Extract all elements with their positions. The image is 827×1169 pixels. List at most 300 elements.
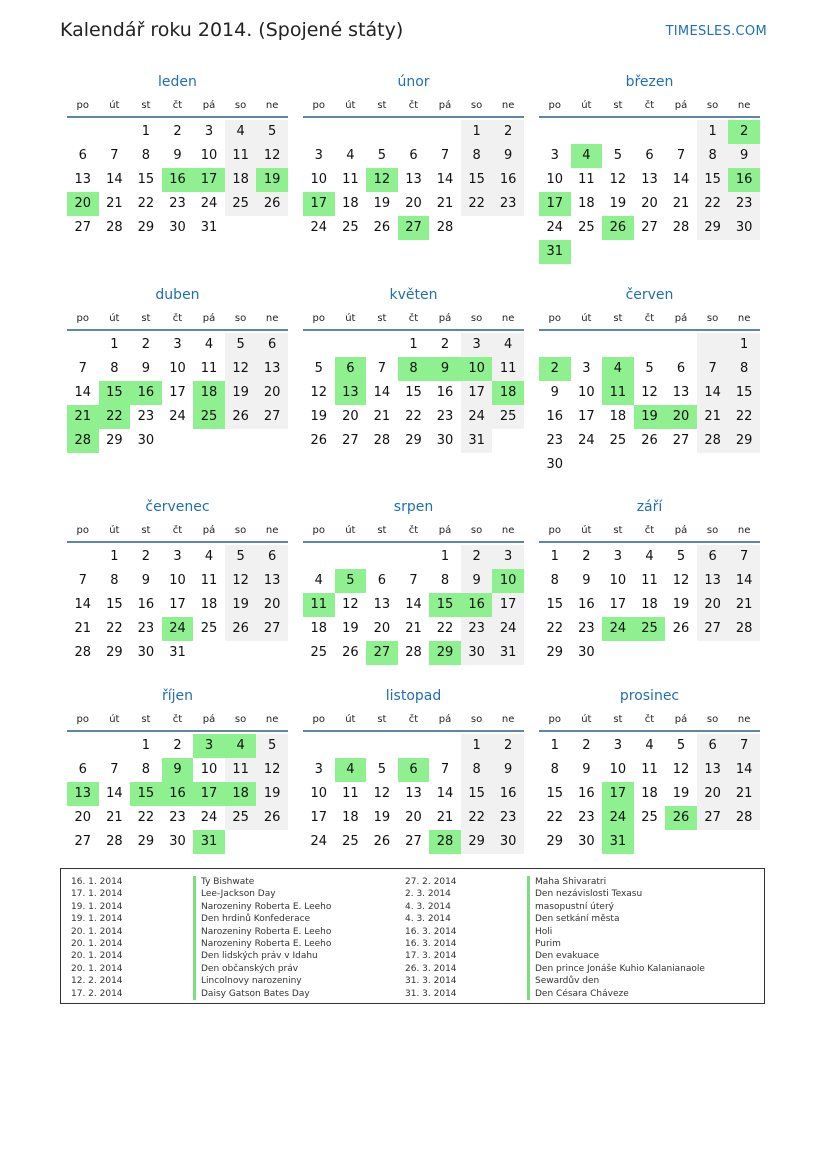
day-cell[interactable]: 3 <box>173 549 182 564</box>
day-cell[interactable]: 25 <box>200 621 218 636</box>
day-cell[interactable]: 22 <box>137 196 155 211</box>
day-cell[interactable]: 19 <box>225 593 257 617</box>
day-cell[interactable]: 6 <box>256 333 288 357</box>
day-cell[interactable]: 14 <box>106 172 123 187</box>
day-cell[interactable]: 26 <box>256 192 288 216</box>
day-cell[interactable]: 10 <box>546 172 564 187</box>
day-cell[interactable]: 28 <box>728 806 760 830</box>
day-cell-holiday[interactable]: 6 <box>398 758 430 782</box>
day-cell[interactable]: 22 <box>546 621 564 636</box>
day-cell[interactable]: 28 <box>106 220 123 235</box>
day-cell[interactable]: 2 <box>492 734 524 758</box>
day-cell[interactable]: 7 <box>110 148 119 163</box>
day-cell[interactable]: 30 <box>461 641 493 665</box>
day-cell[interactable]: 18 <box>609 409 627 424</box>
day-cell[interactable]: 15 <box>461 168 493 192</box>
day-cell[interactable]: 26 <box>256 806 288 830</box>
day-cell[interactable]: 28 <box>436 220 454 235</box>
day-cell[interactable]: 4 <box>204 337 214 352</box>
day-cell-holiday[interactable]: 28 <box>429 830 461 854</box>
day-cell[interactable]: 9 <box>173 148 182 163</box>
day-cell[interactable]: 21 <box>373 409 391 424</box>
day-cell[interactable]: 22 <box>546 810 564 825</box>
day-cell[interactable]: 17 <box>169 597 186 612</box>
day-cell[interactable]: 10 <box>200 148 218 163</box>
day-cell-holiday[interactable]: 16 <box>162 168 194 192</box>
day-cell[interactable]: 8 <box>110 573 119 588</box>
day-cell[interactable]: 5 <box>377 762 387 777</box>
day-cell[interactable]: 1 <box>440 549 450 564</box>
day-cell[interactable]: 2 <box>492 120 524 144</box>
day-cell[interactable]: 24 <box>169 409 186 424</box>
day-cell[interactable]: 4 <box>492 333 524 357</box>
day-cell[interactable]: 2 <box>173 124 182 139</box>
day-cell[interactable]: 21 <box>436 196 454 211</box>
day-cell[interactable]: 12 <box>225 357 257 381</box>
day-cell[interactable]: 27 <box>641 220 658 235</box>
day-cell[interactable]: 3 <box>582 361 591 376</box>
day-cell[interactable]: 14 <box>106 786 123 801</box>
day-cell[interactable]: 27 <box>256 405 288 429</box>
day-cell[interactable]: 22 <box>461 192 493 216</box>
day-cell[interactable]: 28 <box>697 429 729 453</box>
day-cell[interactable]: 23 <box>492 192 524 216</box>
day-cell[interactable]: 10 <box>609 762 627 777</box>
day-cell-holiday[interactable]: 26 <box>665 806 697 830</box>
day-cell[interactable]: 16 <box>546 409 564 424</box>
day-cell[interactable]: 26 <box>672 621 690 636</box>
day-cell[interactable]: 5 <box>256 734 288 758</box>
day-cell[interactable]: 25 <box>342 834 359 849</box>
day-cell[interactable]: 13 <box>641 172 658 187</box>
day-cell[interactable]: 29 <box>137 834 155 849</box>
day-cell[interactable]: 18 <box>225 168 257 192</box>
day-cell[interactable]: 23 <box>578 621 595 636</box>
day-cell[interactable]: 24 <box>546 220 564 235</box>
day-cell-holiday[interactable]: 28 <box>67 429 99 453</box>
day-cell[interactable]: 28 <box>106 834 123 849</box>
day-cell[interactable]: 8 <box>141 148 151 163</box>
day-cell-holiday[interactable]: 15 <box>130 782 162 806</box>
day-cell[interactable]: 5 <box>676 738 686 753</box>
day-cell[interactable]: 21 <box>728 782 760 806</box>
day-cell[interactable]: 7 <box>78 361 87 376</box>
day-cell[interactable]: 21 <box>106 196 123 211</box>
day-cell[interactable]: 14 <box>373 385 391 400</box>
day-cell[interactable]: 8 <box>461 144 493 168</box>
day-cell[interactable]: 25 <box>492 405 524 429</box>
day-cell[interactable]: 25 <box>342 220 359 235</box>
day-cell[interactable]: 8 <box>141 762 151 777</box>
day-cell[interactable]: 14 <box>74 385 92 400</box>
day-cell-holiday[interactable]: 29 <box>429 641 461 665</box>
day-cell[interactable]: 1 <box>141 124 151 139</box>
day-cell[interactable]: 24 <box>310 834 328 849</box>
day-cell[interactable]: 19 <box>225 381 257 405</box>
day-cell[interactable]: 23 <box>492 806 524 830</box>
day-cell[interactable]: 12 <box>256 144 288 168</box>
day-cell[interactable]: 3 <box>492 545 524 569</box>
day-cell[interactable]: 19 <box>310 409 328 424</box>
day-cell[interactable]: 3 <box>613 738 623 753</box>
day-cell[interactable]: 8 <box>440 573 450 588</box>
day-cell[interactable]: 14 <box>728 569 760 593</box>
day-cell[interactable]: 1 <box>461 120 493 144</box>
day-cell[interactable]: 26 <box>225 405 257 429</box>
day-cell-holiday[interactable]: 6 <box>335 357 367 381</box>
day-cell[interactable]: 7 <box>728 734 760 758</box>
day-cell[interactable]: 23 <box>546 433 564 448</box>
day-cell[interactable]: 15 <box>405 385 422 400</box>
day-cell-holiday[interactable]: 18 <box>193 381 225 405</box>
day-cell[interactable]: 21 <box>672 196 690 211</box>
day-cell[interactable]: 4 <box>204 549 214 564</box>
day-cell[interactable]: 11 <box>342 172 359 187</box>
day-cell-holiday[interactable]: 22 <box>99 405 131 429</box>
day-cell[interactable]: 21 <box>436 810 454 825</box>
day-cell-holiday[interactable]: 5 <box>335 569 367 593</box>
day-cell[interactable]: 20 <box>256 381 288 405</box>
day-cell[interactable]: 24 <box>200 810 218 825</box>
day-cell-holiday[interactable]: 9 <box>162 758 194 782</box>
day-cell-holiday[interactable]: 17 <box>602 782 634 806</box>
day-cell[interactable]: 6 <box>78 148 87 163</box>
day-cell[interactable]: 22 <box>436 621 454 636</box>
day-cell[interactable]: 29 <box>728 429 760 453</box>
day-cell[interactable]: 1 <box>110 549 119 564</box>
day-cell[interactable]: 15 <box>546 597 564 612</box>
day-cell[interactable]: 29 <box>697 216 729 240</box>
day-cell[interactable]: 16 <box>436 385 454 400</box>
day-cell[interactable]: 17 <box>310 810 328 825</box>
day-cell[interactable]: 18 <box>342 810 359 825</box>
day-cell[interactable]: 29 <box>137 220 155 235</box>
day-cell-holiday[interactable]: 8 <box>398 357 430 381</box>
day-cell[interactable]: 28 <box>74 645 92 660</box>
day-cell-holiday[interactable]: 10 <box>492 569 524 593</box>
day-cell-holiday[interactable]: 15 <box>99 381 131 405</box>
day-cell[interactable]: 13 <box>405 786 422 801</box>
day-cell[interactable]: 5 <box>314 361 323 376</box>
day-cell[interactable]: 22 <box>728 405 760 429</box>
day-cell[interactable]: 13 <box>256 569 288 593</box>
day-cell[interactable]: 15 <box>137 172 155 187</box>
day-cell[interactable]: 6 <box>697 734 729 758</box>
day-cell[interactable]: 6 <box>645 148 654 163</box>
day-cell[interactable]: 14 <box>672 172 690 187</box>
day-cell[interactable]: 1 <box>728 333 760 357</box>
day-cell[interactable]: 27 <box>342 433 359 448</box>
day-cell[interactable]: 27 <box>697 617 729 641</box>
day-cell-holiday[interactable]: 26 <box>602 216 634 240</box>
day-cell[interactable]: 30 <box>436 433 454 448</box>
day-cell[interactable]: 21 <box>106 810 123 825</box>
day-cell[interactable]: 29 <box>461 830 493 854</box>
day-cell[interactable]: 2 <box>582 738 591 753</box>
day-cell[interactable]: 15 <box>461 782 493 806</box>
day-cell-holiday[interactable]: 17 <box>539 192 571 216</box>
day-cell-holiday[interactable]: 13 <box>335 381 367 405</box>
day-cell[interactable]: 24 <box>578 433 595 448</box>
day-cell[interactable]: 9 <box>141 361 151 376</box>
day-cell[interactable]: 25 <box>609 433 627 448</box>
day-cell[interactable]: 10 <box>310 786 328 801</box>
day-cell[interactable]: 9 <box>141 573 151 588</box>
day-cell[interactable]: 3 <box>173 337 182 352</box>
day-cell[interactable]: 14 <box>74 597 92 612</box>
day-cell[interactable]: 18 <box>200 597 218 612</box>
day-cell[interactable]: 20 <box>697 593 729 617</box>
day-cell-holiday[interactable]: 19 <box>256 168 288 192</box>
day-cell[interactable]: 6 <box>256 545 288 569</box>
day-cell[interactable]: 8 <box>697 144 729 168</box>
day-cell[interactable]: 4 <box>314 573 323 588</box>
day-cell[interactable]: 30 <box>546 457 564 472</box>
day-cell[interactable]: 3 <box>613 549 623 564</box>
day-cell[interactable]: 12 <box>609 172 627 187</box>
day-cell[interactable]: 7 <box>676 148 686 163</box>
day-cell-holiday[interactable]: 27 <box>366 641 398 665</box>
day-cell[interactable]: 2 <box>141 549 151 564</box>
day-cell[interactable]: 26 <box>342 645 359 660</box>
day-cell-holiday[interactable]: 10 <box>461 357 493 381</box>
day-cell[interactable]: 17 <box>492 593 524 617</box>
day-cell[interactable]: 1 <box>697 120 729 144</box>
day-cell[interactable]: 22 <box>106 621 123 636</box>
day-cell[interactable]: 20 <box>405 810 422 825</box>
day-cell[interactable]: 23 <box>137 409 155 424</box>
day-cell-holiday[interactable]: 17 <box>303 192 335 216</box>
day-cell[interactable]: 30 <box>137 645 155 660</box>
day-cell[interactable]: 28 <box>728 617 760 641</box>
day-cell-holiday[interactable]: 4 <box>602 357 634 381</box>
day-cell[interactable]: 10 <box>310 172 328 187</box>
day-cell[interactable]: 20 <box>256 593 288 617</box>
day-cell[interactable]: 17 <box>461 381 493 405</box>
day-cell-holiday[interactable]: 4 <box>335 758 367 782</box>
day-cell[interactable]: 29 <box>546 645 564 660</box>
day-cell-holiday[interactable]: 24 <box>602 617 634 641</box>
day-cell-holiday[interactable]: 4 <box>571 144 603 168</box>
day-cell[interactable]: 7 <box>440 148 450 163</box>
day-cell[interactable]: 6 <box>409 148 418 163</box>
day-cell-holiday[interactable]: 16 <box>162 782 194 806</box>
day-cell[interactable]: 6 <box>377 573 387 588</box>
day-cell[interactable]: 15 <box>697 168 729 192</box>
day-cell[interactable]: 5 <box>256 120 288 144</box>
day-cell[interactable]: 5 <box>225 333 257 357</box>
day-cell[interactable]: 23 <box>461 617 493 641</box>
day-cell-holiday[interactable]: 17 <box>193 168 225 192</box>
day-cell[interactable]: 31 <box>200 220 218 235</box>
day-cell[interactable]: 13 <box>373 597 391 612</box>
day-cell[interactable]: 1 <box>110 337 119 352</box>
day-cell[interactable]: 23 <box>436 409 454 424</box>
day-cell-holiday[interactable]: 15 <box>429 593 461 617</box>
day-cell[interactable]: 20 <box>74 810 92 825</box>
day-cell[interactable]: 1 <box>409 337 418 352</box>
day-cell[interactable]: 4 <box>645 738 654 753</box>
day-cell[interactable]: 7 <box>78 573 87 588</box>
day-cell-holiday[interactable]: 18 <box>225 782 257 806</box>
day-cell[interactable]: 3 <box>314 148 323 163</box>
day-cell[interactable]: 13 <box>697 569 729 593</box>
day-cell[interactable]: 11 <box>641 762 658 777</box>
day-cell[interactable]: 27 <box>405 834 422 849</box>
day-cell[interactable]: 17 <box>169 385 186 400</box>
day-cell[interactable]: 17 <box>609 597 627 612</box>
day-cell[interactable]: 23 <box>728 192 760 216</box>
day-cell[interactable]: 20 <box>697 782 729 806</box>
day-cell[interactable]: 25 <box>641 810 658 825</box>
day-cell[interactable]: 12 <box>342 597 359 612</box>
day-cell[interactable]: 19 <box>373 196 391 211</box>
day-cell[interactable]: 11 <box>342 786 359 801</box>
day-cell[interactable]: 26 <box>641 433 658 448</box>
day-cell[interactable]: 2 <box>173 738 182 753</box>
day-cell-holiday[interactable]: 20 <box>665 405 697 429</box>
day-cell[interactable]: 29 <box>106 433 123 448</box>
day-cell[interactable]: 15 <box>106 597 123 612</box>
day-cell[interactable]: 7 <box>697 357 729 381</box>
day-cell[interactable]: 13 <box>405 172 422 187</box>
day-cell[interactable]: 24 <box>200 196 218 211</box>
day-cell-holiday[interactable]: 20 <box>67 192 99 216</box>
day-cell[interactable]: 1 <box>550 738 559 753</box>
day-cell[interactable]: 12 <box>310 385 328 400</box>
day-cell[interactable]: 14 <box>697 381 729 405</box>
day-cell[interactable]: 13 <box>256 357 288 381</box>
day-cell[interactable]: 27 <box>697 806 729 830</box>
day-cell[interactable]: 30 <box>578 834 595 849</box>
day-cell[interactable]: 8 <box>550 573 559 588</box>
day-cell[interactable]: 7 <box>409 573 418 588</box>
day-cell-holiday[interactable]: 18 <box>492 381 524 405</box>
day-cell[interactable]: 5 <box>676 549 686 564</box>
day-cell[interactable]: 14 <box>436 172 454 187</box>
day-cell[interactable]: 19 <box>256 782 288 806</box>
day-cell[interactable]: 11 <box>641 573 658 588</box>
day-cell[interactable]: 13 <box>672 385 690 400</box>
day-cell[interactable]: 17 <box>578 409 595 424</box>
day-cell[interactable]: 30 <box>169 834 186 849</box>
day-cell[interactable]: 1 <box>550 549 559 564</box>
day-cell[interactable]: 24 <box>310 220 328 235</box>
day-cell-holiday[interactable]: 16 <box>130 381 162 405</box>
day-cell[interactable]: 30 <box>169 220 186 235</box>
day-cell[interactable]: 20 <box>641 196 658 211</box>
day-cell[interactable]: 30 <box>137 433 155 448</box>
day-cell[interactable]: 30 <box>492 830 524 854</box>
day-cell[interactable]: 27 <box>74 220 92 235</box>
day-cell[interactable]: 5 <box>645 361 654 376</box>
day-cell[interactable]: 5 <box>613 148 623 163</box>
day-cell[interactable]: 9 <box>728 144 760 168</box>
day-cell[interactable]: 9 <box>550 385 559 400</box>
day-cell[interactable]: 19 <box>609 196 627 211</box>
day-cell[interactable]: 12 <box>672 762 690 777</box>
day-cell[interactable]: 21 <box>405 621 422 636</box>
day-cell-holiday[interactable]: 24 <box>162 617 194 641</box>
day-cell[interactable]: 3 <box>461 333 493 357</box>
day-cell[interactable]: 21 <box>728 593 760 617</box>
day-cell[interactable]: 31 <box>461 429 493 453</box>
day-cell-holiday[interactable]: 31 <box>602 830 634 854</box>
day-cell-holiday[interactable]: 12 <box>366 168 398 192</box>
day-cell[interactable]: 9 <box>492 758 524 782</box>
day-cell[interactable]: 11 <box>200 361 218 376</box>
day-cell[interactable]: 26 <box>373 834 391 849</box>
day-cell[interactable]: 28 <box>373 433 391 448</box>
day-cell[interactable]: 29 <box>106 645 123 660</box>
day-cell-holiday[interactable]: 11 <box>602 381 634 405</box>
day-cell[interactable]: 7 <box>440 762 450 777</box>
day-cell-holiday[interactable]: 31 <box>539 240 571 264</box>
day-cell[interactable]: 24 <box>492 617 524 641</box>
day-cell-holiday[interactable]: 13 <box>67 782 99 806</box>
day-cell[interactable]: 11 <box>225 758 257 782</box>
day-cell-holiday[interactable]: 11 <box>303 593 335 617</box>
day-cell[interactable]: 20 <box>342 409 359 424</box>
day-cell[interactable]: 8 <box>110 361 119 376</box>
day-cell[interactable]: 11 <box>225 144 257 168</box>
day-cell[interactable]: 16 <box>578 597 595 612</box>
day-cell[interactable]: 8 <box>461 758 493 782</box>
day-cell-holiday[interactable]: 4 <box>225 734 257 758</box>
day-cell[interactable]: 8 <box>728 357 760 381</box>
day-cell[interactable]: 30 <box>728 216 760 240</box>
day-cell[interactable]: 31 <box>492 641 524 665</box>
day-cell[interactable]: 11 <box>492 357 524 381</box>
day-cell-holiday[interactable]: 24 <box>602 806 634 830</box>
day-cell[interactable]: 3 <box>204 124 214 139</box>
day-cell[interactable]: 9 <box>461 569 493 593</box>
day-cell[interactable]: 16 <box>578 786 595 801</box>
day-cell[interactable]: 11 <box>578 172 595 187</box>
day-cell[interactable]: 23 <box>578 810 595 825</box>
day-cell[interactable]: 26 <box>225 617 257 641</box>
day-cell[interactable]: 7 <box>110 762 119 777</box>
day-cell[interactable]: 12 <box>225 569 257 593</box>
day-cell[interactable]: 19 <box>342 621 359 636</box>
day-cell[interactable]: 16 <box>492 168 524 192</box>
day-cell[interactable]: 29 <box>546 834 564 849</box>
day-cell[interactable]: 25 <box>225 806 257 830</box>
day-cell[interactable]: 4 <box>346 148 355 163</box>
day-cell[interactable]: 2 <box>141 337 151 352</box>
day-cell[interactable]: 27 <box>256 617 288 641</box>
day-cell-holiday[interactable]: 9 <box>429 357 461 381</box>
day-cell[interactable]: 1 <box>141 738 151 753</box>
day-cell[interactable]: 19 <box>373 810 391 825</box>
day-cell[interactable]: 14 <box>728 758 760 782</box>
day-cell[interactable]: 6 <box>78 762 87 777</box>
day-cell[interactable]: 2 <box>461 545 493 569</box>
day-cell[interactable]: 28 <box>672 220 690 235</box>
day-cell[interactable]: 10 <box>169 361 186 376</box>
day-cell[interactable]: 8 <box>550 762 559 777</box>
day-cell-holiday[interactable]: 3 <box>193 734 225 758</box>
day-cell[interactable]: 7 <box>728 545 760 569</box>
day-cell[interactable]: 22 <box>405 409 422 424</box>
day-cell[interactable]: 25 <box>310 645 328 660</box>
day-cell-holiday[interactable]: 16 <box>728 168 760 192</box>
day-cell[interactable]: 25 <box>578 220 595 235</box>
day-cell[interactable]: 12 <box>672 573 690 588</box>
day-cell-holiday[interactable]: 2 <box>728 120 760 144</box>
day-cell-holiday[interactable]: 25 <box>634 617 666 641</box>
day-cell[interactable]: 18 <box>310 621 328 636</box>
